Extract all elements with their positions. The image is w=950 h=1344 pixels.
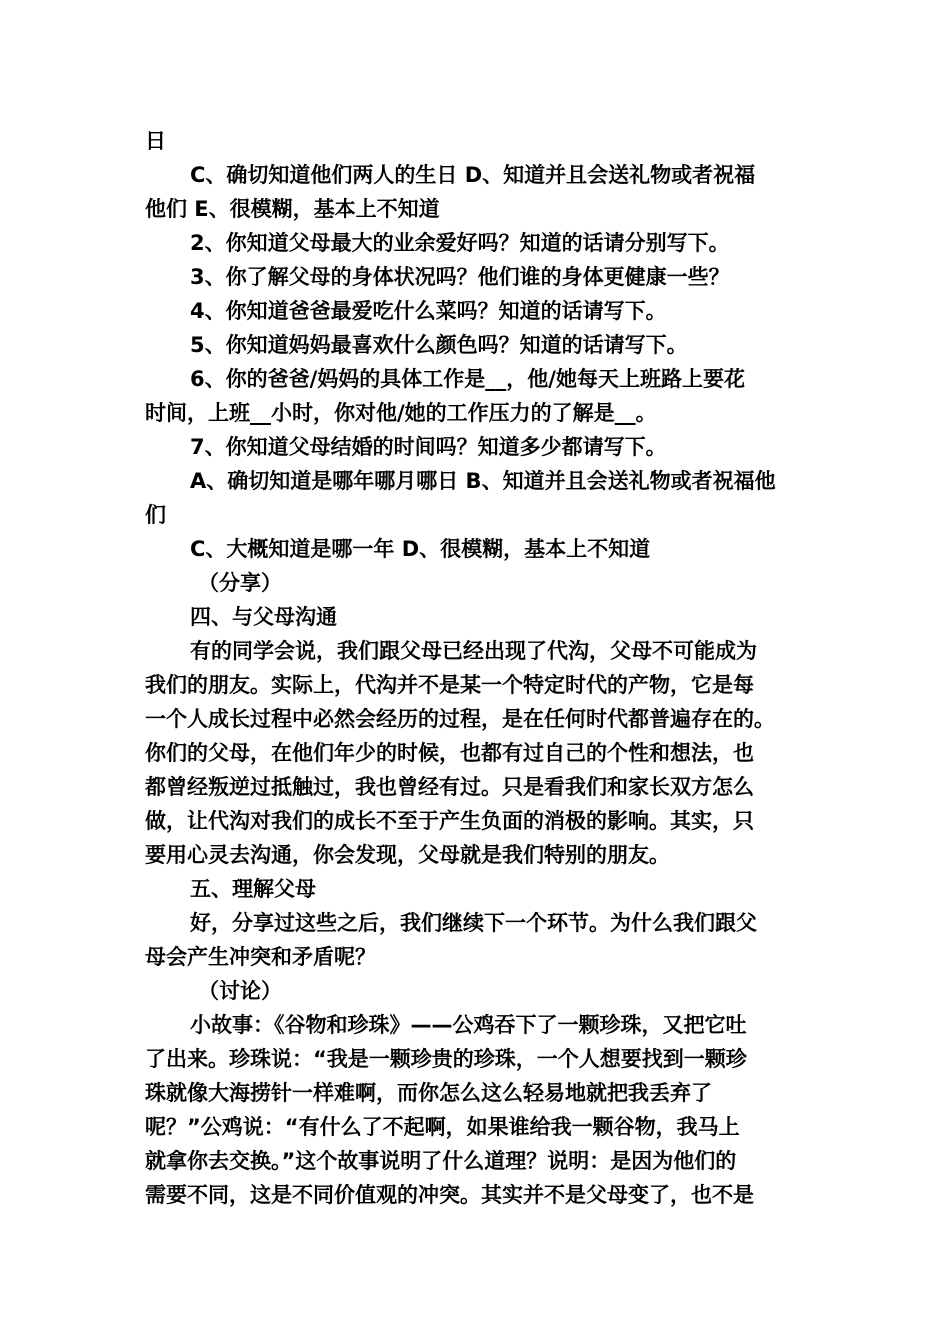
text-line: 日 [145, 129, 166, 153]
section-heading: 五、理解父母 [190, 877, 316, 901]
text-line: 母会产生冲突和矛盾呢？ [145, 945, 376, 969]
text-line: 们 [145, 503, 166, 527]
text-line: 要用心灵去沟通，你会发现，父母就是我们特别的朋友。 [145, 843, 670, 867]
text-line: 做，让代沟对我们的成长不至于产生负面的消极的影响。其实，只 [145, 809, 754, 833]
text-line: 了出来。珍珠说：“我是一颗珍贵的珍珠，一个人想要找到一颗珍 [145, 1047, 747, 1071]
text-line: 需要不同，这是不同价值观的冲突。其实并不是父母变了，也不是 [145, 1183, 754, 1207]
text-line: 6、你的爸爸/妈妈的具体工作是__，他/她每天上班路上要花 [190, 367, 745, 391]
text-line: 2、你知道父母最大的业余爱好吗？知道的话请分别写下。 [190, 231, 730, 255]
text-line: C、确切知道他们两人的生日 D、知道并且会送礼物或者祝福 [190, 163, 756, 187]
text-line: 珠就像大海捞针一样难啊，而你怎么这么轻易地就把我丢弃了 [145, 1081, 712, 1105]
text-line: 就拿你去交换。”这个故事说明了什么道理？说明：是因为他们的 [145, 1149, 737, 1173]
text-line: 5、你知道妈妈最喜欢什么颜色吗？知道的话请写下。 [190, 333, 688, 357]
text-line: 呢？”公鸡说：“有什么了不起啊，如果谁给我一颗谷物，我马上 [145, 1115, 740, 1139]
section-heading: 四、与父母沟通 [190, 605, 337, 629]
text-line: 你们的父母，在他们年少的时候，也都有过自己的个性和想法，也 [145, 741, 754, 765]
text-line: 时间，上班__小时，你对他/她的工作压力的了解是__。 [145, 401, 657, 425]
text-line: （讨论） [198, 979, 282, 1003]
text-line: C、大概知道是哪一年 D、很模糊，基本上不知道 [190, 537, 651, 561]
text-line: 4、你知道爸爸最爱吃什么菜吗？知道的话请写下。 [190, 299, 667, 323]
text-line: 小故事：《谷物和珍珠》——公鸡吞下了一颗珍珠，又把它吐 [190, 1013, 747, 1037]
text-line: 好，分享过这些之后，我们继续下一个环节。为什么我们跟父 [190, 911, 757, 935]
text-line: A、确切知道是哪年哪月哪日 B、知道并且会送礼物或者祝福他 [190, 469, 776, 493]
text-line: 7、你知道父母结婚的时间吗？知道多少都请写下。 [190, 435, 667, 459]
text-line: （分享） [198, 571, 282, 595]
text-line: 3、你了解父母的身体状况吗？他们谁的身体更健康一些？ [190, 265, 730, 289]
text-line: 都曾经叛逆过抵触过，我也曾经有过。只是看我们和家长双方怎么 [145, 775, 754, 799]
text-line: 他们 E、很模糊，基本上不知道 [145, 197, 440, 221]
text-line: 有的同学会说，我们跟父母已经出现了代沟，父母不可能成为 [190, 639, 757, 663]
text-line: 我们的朋友。实际上，代沟并不是某一个特定时代的产物，它是每 [145, 673, 754, 697]
text-line: 一个人成长过程中必然会经历的过程，是在任何时代都普遍存在的。 [145, 707, 775, 731]
